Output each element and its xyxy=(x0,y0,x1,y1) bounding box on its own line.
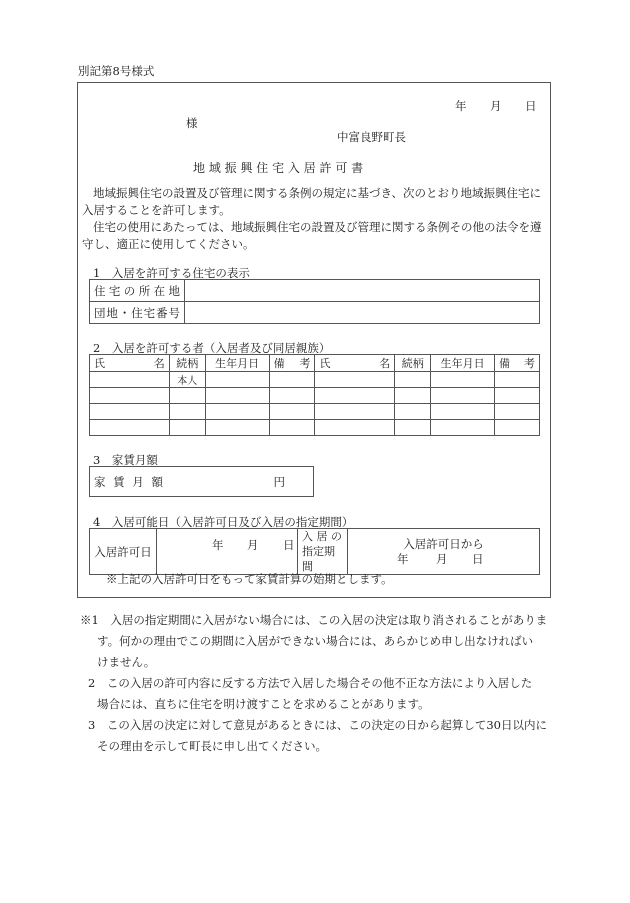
permit-date-field[interactable]: 年 月 日 xyxy=(157,529,298,575)
rent-start-note: ※上記の入居許可日をもって家賃計算の始期とします。 xyxy=(106,572,393,586)
col-birth-header-2: 生年月日 xyxy=(431,355,495,372)
col-name-header: 氏 名 xyxy=(90,355,170,372)
col-birth-header: 生年月日 xyxy=(205,355,269,372)
note-1-line-3: けません。 xyxy=(97,655,156,669)
rent-label: 家 賃 月 額 xyxy=(94,474,165,489)
permit-period-table xyxy=(89,528,540,575)
section3-heading: 3 家賃月額 xyxy=(93,453,158,467)
table-row xyxy=(90,404,540,420)
table-row xyxy=(90,388,540,404)
section4-heading: 4 入居可能日（入居許可日及び入居の指定期間） xyxy=(93,515,354,529)
issuer: 中富良野町長 xyxy=(337,130,406,144)
date-year: 年 xyxy=(455,99,467,113)
body-line-1: 地域振興住宅の設置及び管理に関する条例の規定に基づき、次のとおり地域振興住宅に xyxy=(93,186,542,200)
note-3-line-2: その理由を示して町長に申し出てください。 xyxy=(97,739,327,753)
footnotes xyxy=(80,610,550,757)
from-label: 入居許可日から xyxy=(403,536,484,551)
col-name-header-2: 氏 名 xyxy=(315,355,395,372)
housing-table xyxy=(89,279,540,324)
permit-date-label: 入居許可日 xyxy=(90,529,157,575)
table-row xyxy=(90,372,540,388)
body-line-2: 入居することを許可します。 xyxy=(82,203,231,217)
col-note-header-2: 備 考 xyxy=(495,355,540,372)
addressee-suffix: 様 xyxy=(186,116,198,130)
occupants-table xyxy=(89,354,540,436)
note-2-line-2: 場合には、直ちに住宅を明け渡すことを求めることがあります。 xyxy=(97,697,430,711)
rent-unit: 円 xyxy=(273,474,285,489)
note-1-line-1: ※1 入居の指定期間に入居がない場合には、この入居の決定は取り消されることがありま xyxy=(80,613,548,627)
period-field[interactable]: 入居許可日から 年 月 日 xyxy=(348,529,540,575)
col-relation-header: 続柄 xyxy=(169,355,205,372)
housing-location-label: 住宅の所在地 xyxy=(90,280,185,302)
housing-number-field[interactable] xyxy=(185,302,540,324)
note-3-line-1: 3 この入居の決定に対して意見があるときには、この決定の日から起算して30日以内に xyxy=(88,718,547,732)
body-line-4: 守し、適正に使用してください。 xyxy=(82,237,255,251)
date-month: 月 xyxy=(490,99,502,113)
col-note-header: 備 考 xyxy=(269,355,315,372)
housing-location-field[interactable] xyxy=(185,280,540,302)
housing-number-label: 団地・住宅番号 xyxy=(90,302,185,324)
rent-cell[interactable] xyxy=(90,467,314,497)
col-relation-header-2: 続柄 xyxy=(395,355,431,372)
body-line-3: 住宅の使用にあたっては、地域振興住宅の設置及び管理に関する条例その他の法令を遵 xyxy=(93,220,542,234)
form-id: 別記第8号様式 xyxy=(78,64,155,78)
self-label: 本人 xyxy=(169,372,205,388)
period-label: 入 居 の 指定期間 xyxy=(298,529,348,575)
rent-table xyxy=(89,466,314,497)
document-title: 地 域 振 興 住 宅 入 居 許 可 書 xyxy=(193,161,364,175)
section2-heading: 2 入居を許可する者（入居者及び同居親族） xyxy=(93,341,331,355)
note-1-line-2: す。何かの理由でこの期間に入居ができない場合には、あらかじめ申し出なければい xyxy=(97,634,534,648)
body-paragraph xyxy=(82,185,548,253)
table-row xyxy=(90,420,540,436)
note-2-line-1: 2 この入居の許可内容に反する方法で入居した場合その他不正な方法により入居した xyxy=(88,676,533,690)
section1-heading: 1 入居を許可する住宅の表示 xyxy=(93,266,250,280)
date-day: 日 xyxy=(525,99,537,113)
